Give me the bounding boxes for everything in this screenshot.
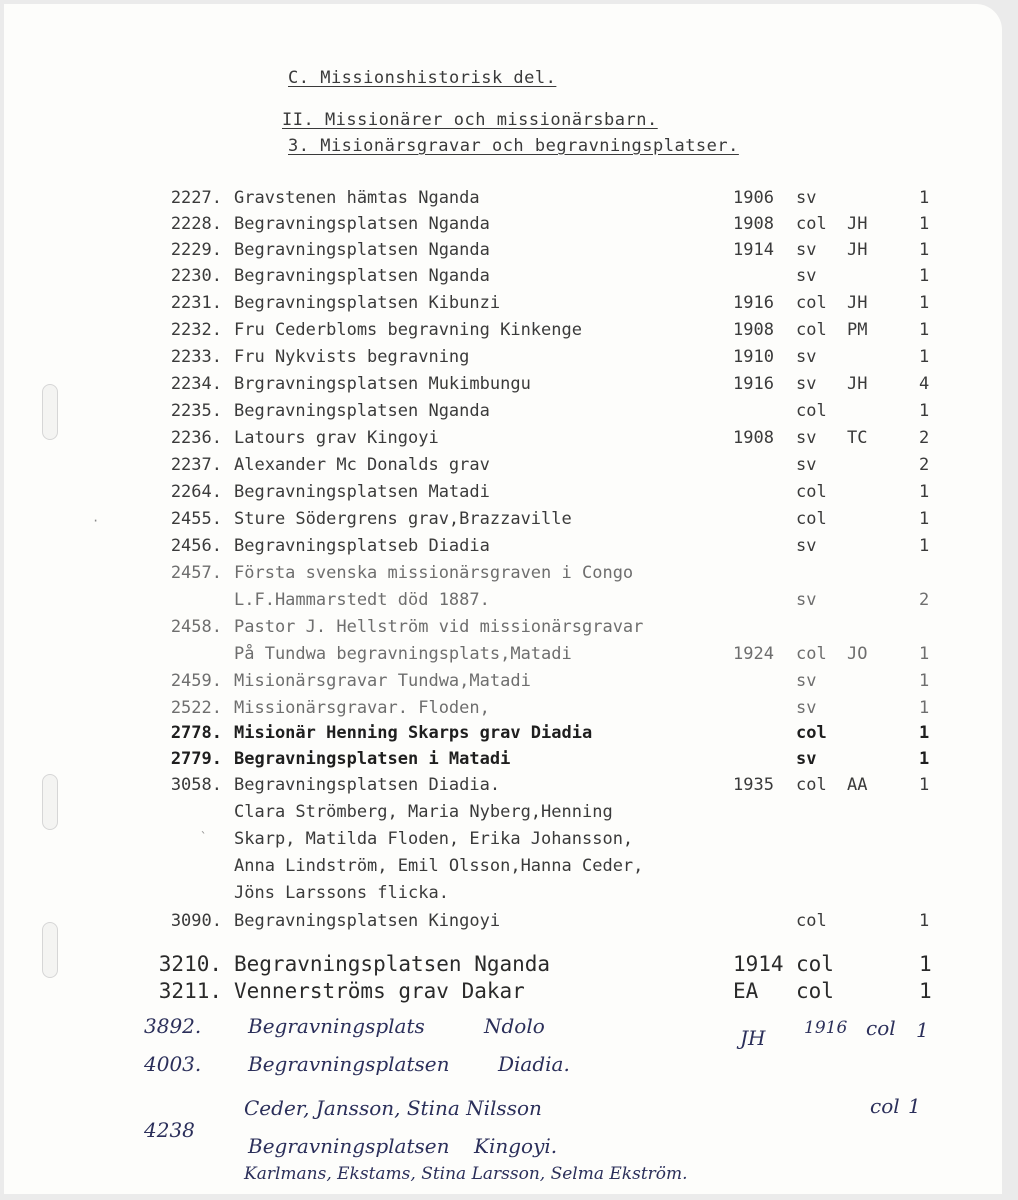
entry-title: Vennerströms grav Dakar (234, 979, 525, 1003)
handwritten-number: 3892. (144, 1014, 202, 1038)
entry-row (4, 563, 1002, 589)
entry-row (4, 428, 1002, 454)
entry-title: Misionärsgravar Tundwa,Matadi (234, 671, 531, 691)
entry-quantity: 1 (919, 536, 930, 556)
entry-row (4, 617, 1002, 643)
topic-heading: 3. Misionärsgravar och begravningsplatser. (288, 136, 739, 156)
entry-row (4, 482, 1002, 508)
entry-row (4, 749, 1002, 775)
entry-row (4, 856, 1002, 882)
entry-number: 3211. (158, 979, 222, 1003)
entry-row (4, 401, 1002, 427)
entry-row (4, 214, 1002, 240)
entry-year: 1916 (733, 293, 774, 313)
entry-row (4, 590, 1002, 616)
entry-type: col (796, 214, 827, 234)
entry-number: 2228. (170, 214, 222, 234)
entry-type: sv (796, 671, 817, 691)
entry-row (4, 509, 1002, 535)
entry-type: sv (796, 749, 817, 769)
entry-title: Begravningsplatsen i Matadi (234, 749, 511, 769)
entry-photographer: TC (847, 428, 868, 448)
entry-year: 1914 (733, 952, 784, 976)
entry-row (4, 802, 1002, 828)
entry-row (4, 698, 1002, 724)
entry-number: 2456. (170, 536, 222, 556)
entry-title: Missionärsgravar. Floden, (234, 698, 490, 718)
paper-speck: · (92, 514, 100, 528)
entry-title: Begravningsplatsen Kingoyi (234, 911, 501, 931)
entry-photographer: JO (847, 644, 868, 664)
entry-type: sv (796, 590, 817, 610)
entry-quantity: 1 (919, 644, 930, 664)
entry-quantity: 1 (919, 723, 930, 743)
entry-row (4, 883, 1002, 909)
entry-row (4, 320, 1002, 346)
entry-type: col (796, 723, 827, 743)
entry-quantity: 1 (919, 952, 932, 976)
handwritten-photographer: JH (740, 1026, 766, 1050)
entry-quantity: 1 (919, 401, 930, 421)
handwritten-type: col (870, 1094, 900, 1118)
entry-type: col (796, 952, 834, 976)
entry-number: 2227. (170, 188, 222, 208)
entry-quantity: 1 (919, 293, 930, 313)
entry-row (4, 374, 1002, 400)
entry-type: col (796, 509, 827, 529)
entry-year: EA (733, 979, 759, 1003)
entry-type: col (796, 911, 827, 931)
entry-row (4, 240, 1002, 266)
entry-type: sv (796, 428, 817, 448)
entry-title: Jöns Larssons flicka. (234, 883, 449, 903)
entry-type: col (796, 482, 827, 502)
entry-quantity: 1 (919, 671, 930, 691)
entry-title: Skarp, Matilda Floden, Erika Johansson, (234, 829, 634, 849)
entry-title: Begravningsplatsen Diadia. (234, 775, 501, 795)
entry-title: Begravningsplatsen Nganda (234, 266, 490, 286)
entry-quantity: 2 (919, 590, 930, 610)
entry-title: Fru Nykvists begravning (234, 347, 470, 367)
entry-row (4, 979, 1002, 1005)
entry-year: 1910 (733, 347, 774, 367)
entry-row (4, 644, 1002, 670)
entry-year: 1924 (733, 644, 774, 664)
entry-row (4, 536, 1002, 562)
entry-number: 2236. (170, 428, 222, 448)
entry-number: 2459. (170, 671, 222, 691)
entry-number: 2779. (170, 749, 222, 769)
entry-quantity: 1 (919, 775, 930, 795)
entry-row (4, 829, 1002, 855)
handwritten-place: Kingoyi. (474, 1134, 558, 1158)
entry-year: 1908 (733, 428, 774, 448)
entry-title: Begravningsplatsen Nganda (234, 952, 551, 976)
entry-quantity: 1 (919, 698, 930, 718)
entry-year: 1908 (733, 214, 774, 234)
handwritten-qty: 1 (908, 1094, 921, 1118)
entry-type: sv (796, 698, 817, 718)
entry-title: Anna Lindström, Emil Olsson,Hanna Ceder, (234, 856, 644, 876)
entry-title: Första svenska missionärsgraven i Congo (234, 563, 634, 583)
entry-quantity: 1 (919, 509, 930, 529)
entry-row (4, 671, 1002, 697)
entry-number: 3210. (158, 952, 222, 976)
subsection-heading: II. Missionärer och missionärsbarn. (282, 110, 658, 130)
entry-type: sv (796, 266, 817, 286)
handwritten-qty: 1 (916, 1018, 929, 1042)
entry-photographer: PM (847, 320, 868, 340)
entry-title: Misionär Henning Skarps grav Diadia (234, 723, 593, 743)
entry-type: col (796, 401, 827, 421)
handwritten-number: 4003. (144, 1052, 202, 1076)
entry-quantity: 2 (919, 455, 930, 475)
entry-number: 3058. (170, 775, 222, 795)
entry-title: L.F.Hammarstedt död 1887. (234, 590, 490, 610)
entry-quantity: 2 (919, 428, 930, 448)
entry-quantity: 1 (919, 911, 930, 931)
entry-number: 2233. (170, 347, 222, 367)
entry-quantity: 1 (919, 979, 932, 1003)
entry-quantity: 1 (919, 347, 930, 367)
handwritten-names: Ceder, Jansson, Stina Nilsson (244, 1096, 542, 1120)
entry-number: 2455. (170, 509, 222, 529)
entry-title: Alexander Mc Donalds grav (234, 455, 490, 475)
entry-type: col (796, 775, 827, 795)
entry-row (4, 952, 1002, 978)
entry-type: sv (796, 536, 817, 556)
entry-row (4, 775, 1002, 801)
entry-row (4, 455, 1002, 481)
paper-speck: ` (200, 830, 208, 844)
entry-year: 1906 (733, 188, 774, 208)
entry-row (4, 266, 1002, 292)
entry-number: 2229. (170, 240, 222, 260)
entry-title: Begravningsplatsen Kibunzi (234, 293, 501, 313)
entry-title: Begravningsplatseb Diadia (234, 536, 490, 556)
handwritten-year: 1916 (804, 1018, 848, 1038)
entry-row (4, 188, 1002, 214)
entry-year: 1908 (733, 320, 774, 340)
document-page (4, 4, 1002, 1194)
entry-type: sv (796, 347, 817, 367)
entry-number: 2458. (170, 617, 222, 637)
entry-number: 2235. (170, 401, 222, 421)
entry-quantity: 1 (919, 320, 930, 340)
entry-quantity: 1 (919, 482, 930, 502)
entry-type: sv (796, 455, 817, 475)
entry-row (4, 347, 1002, 373)
handwritten-title: Begravningsplatsen (248, 1134, 450, 1158)
entry-row (4, 723, 1002, 749)
entry-number: 3090. (170, 911, 222, 931)
handwritten-place: Ndolo (484, 1014, 545, 1038)
entry-title: Latours grav Kingoyi (234, 428, 439, 448)
entry-number: 2522. (170, 698, 222, 718)
handwritten-place: Diadia. (498, 1052, 570, 1076)
entry-type: sv (796, 374, 817, 394)
entry-number: 2237. (170, 455, 222, 475)
handwritten-title: Begravningsplatsen (248, 1052, 450, 1076)
handwritten-names: Karlmans, Ekstams, Stina Larsson, Selma Ekström. (244, 1164, 688, 1184)
entry-number: 2234. (170, 374, 222, 394)
entry-title: Begravningsplatsen Matadi (234, 482, 490, 502)
entry-photographer: JH (847, 293, 868, 313)
entry-number: 2230. (170, 266, 222, 286)
entry-year: 1935 (733, 775, 774, 795)
entry-title: Begravningsplatsen Nganda (234, 240, 490, 260)
handwritten-title: Begravningsplats (248, 1014, 425, 1038)
entry-title: Begravningsplatsen Nganda (234, 401, 490, 421)
entry-photographer: JH (847, 214, 868, 234)
entry-year: 1916 (733, 374, 774, 394)
entry-type: col (796, 320, 827, 340)
entry-number: 2778. (170, 723, 222, 743)
entry-type: col (796, 644, 827, 664)
entry-quantity: 1 (919, 214, 930, 234)
entry-title: På Tundwa begravningsplats,Matadi (234, 644, 572, 664)
entry-title: Sture Södergrens grav,Brazzaville (234, 509, 572, 529)
handwritten-type: col (866, 1016, 896, 1040)
entry-number: 2232. (170, 320, 222, 340)
entry-title: Brgravningsplatsen Mukimbungu (234, 374, 531, 394)
entry-title: Pastor J. Hellström vid missionärsgravar (234, 617, 644, 637)
entry-number: 2457. (170, 563, 222, 583)
entry-title: Fru Cederbloms begravning Kinkenge (234, 320, 582, 340)
entry-quantity: 4 (919, 374, 930, 394)
entry-quantity: 1 (919, 188, 930, 208)
section-heading: C. Missionshistorisk del. (288, 68, 557, 88)
entry-type: col (796, 979, 834, 1003)
entry-title: Clara Strömberg, Maria Nyberg,Henning (234, 802, 613, 822)
entry-photographer: JH (847, 240, 868, 260)
entry-title: Begravningsplatsen Nganda (234, 214, 490, 234)
entry-photographer: AA (847, 775, 868, 795)
entry-type: sv (796, 188, 817, 208)
handwritten-number: 4238 (144, 1118, 195, 1142)
entry-type: sv (796, 240, 817, 260)
entry-type: col (796, 293, 827, 313)
entry-quantity: 1 (919, 749, 930, 769)
entry-row (4, 293, 1002, 319)
entry-year: 1914 (733, 240, 774, 260)
entry-number: 2264. (170, 482, 222, 502)
entry-number: 2231. (170, 293, 222, 313)
entry-quantity: 1 (919, 266, 930, 286)
entry-title: Gravstenen hämtas Nganda (234, 188, 480, 208)
entry-row (4, 911, 1002, 937)
entry-quantity: 1 (919, 240, 930, 260)
entry-photographer: JH (847, 374, 868, 394)
